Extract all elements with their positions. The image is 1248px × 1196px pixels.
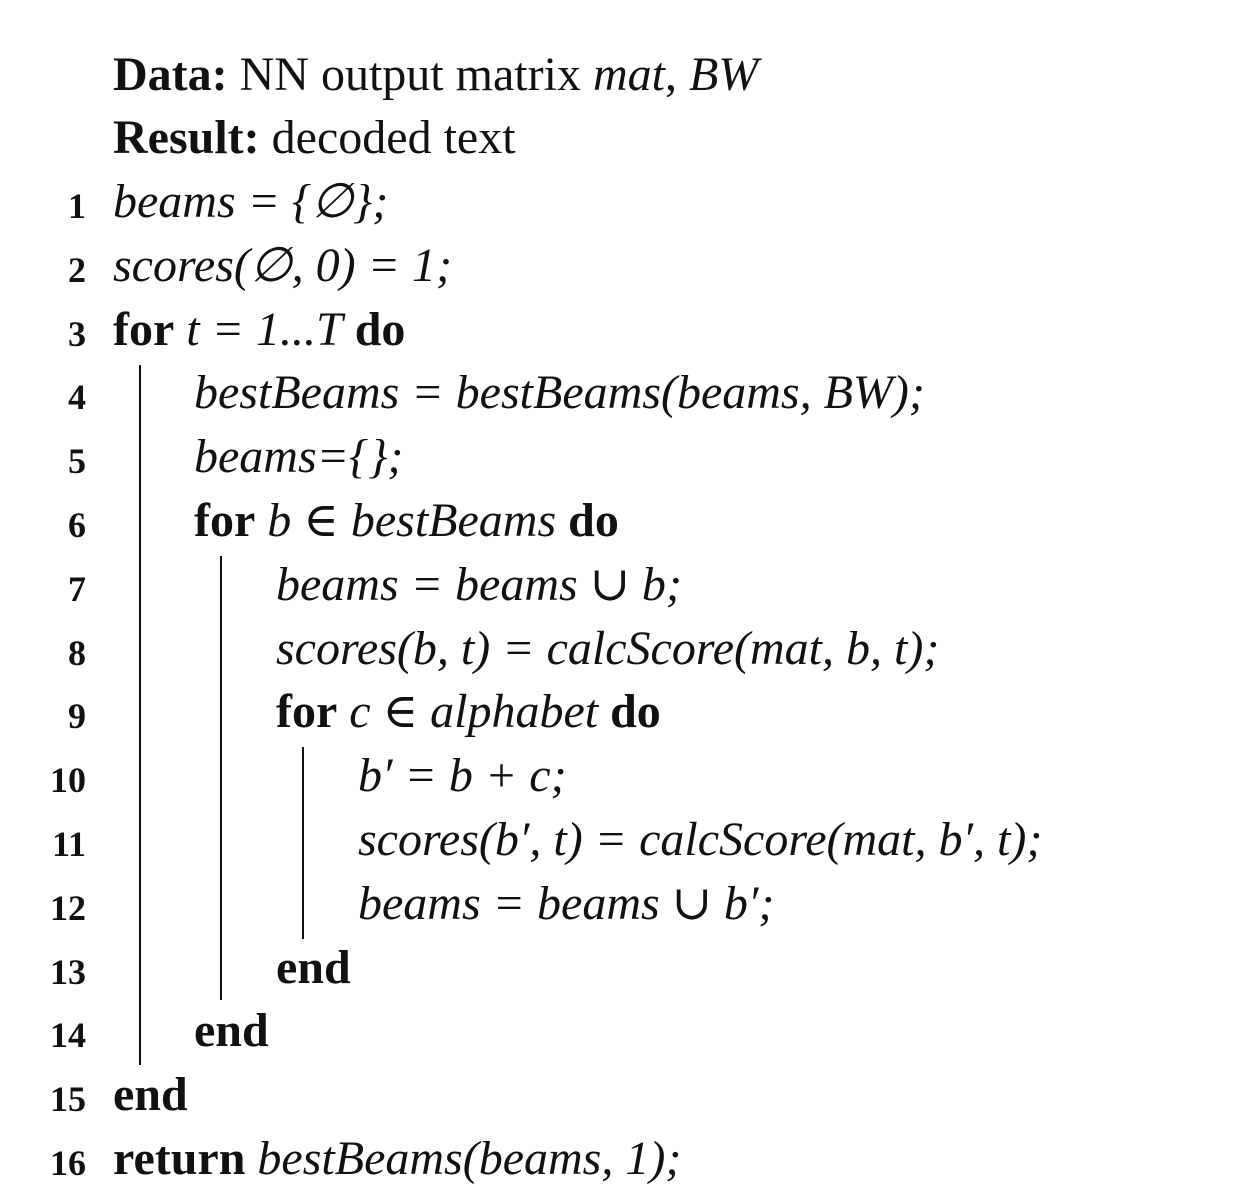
code-expression: b ∈ bestBeams [267,494,557,547]
line-number: 11 [51,824,86,864]
code-expression: beams = {∅}; [113,175,389,228]
code-line [276,938,351,998]
data-line [113,45,758,105]
line-number: 16 [50,1143,86,1183]
data-text: NN output matrix [239,48,593,101]
line-number: 10 [50,760,86,800]
code-line [113,300,405,360]
result-label: Result: [113,111,260,164]
code-expression: b′ = b + c; [358,749,567,802]
line-number: 6 [68,505,86,545]
line-number: 13 [50,952,86,992]
code-line [358,810,1042,870]
line-number: 4 [68,377,86,417]
data-var-bw: BW [688,48,759,101]
code-line [276,619,939,679]
line-number: 2 [68,250,86,290]
line-number: 7 [68,569,86,609]
code-line [276,682,661,742]
code-expression: scores(b′, t) = calcScore(mat, b′, t); [358,813,1043,866]
line-number: 9 [68,696,86,736]
code-expression: beams = beams ∪ b; [276,558,682,611]
code-expression: beams = beams ∪ b′; [358,877,775,930]
line-number: 14 [50,1015,86,1055]
code-line [194,363,925,423]
keyword: do [610,685,661,738]
keyword: for [276,685,338,738]
code-line [113,172,388,232]
keyword: end [276,941,351,994]
code-line [113,1065,188,1125]
result-line [113,108,516,168]
code-expression: bestBeams = bestBeams(beams, BW); [194,366,925,419]
code-line [194,427,403,487]
code-expression: scores(b, t) = calcScore(mat, b, t); [276,622,940,675]
keyword: end [113,1068,188,1121]
line-number: 1 [68,186,86,226]
code-expression: t = 1...T [186,303,343,356]
code-line [194,491,619,551]
keyword: end [194,1004,269,1057]
code-expression: bestBeams(beams, 1); [257,1132,682,1185]
code-line [113,236,452,296]
code-line [358,874,774,934]
keyword: for [113,303,175,356]
block-bar-middle [220,556,222,1000]
code-line [113,1129,681,1189]
block-bar-inner [302,747,304,939]
code-expression: c ∈ alphabet [349,685,599,738]
block-bar-outer [139,365,141,1065]
code-line [276,555,682,615]
line-number: 12 [50,888,86,928]
keyword: return [113,1132,246,1185]
result-text: decoded text [271,111,516,164]
keyword: do [568,494,619,547]
code-expression: scores(∅, 0) = 1; [113,239,453,292]
data-sep: , [664,48,689,101]
data-var-mat: mat [592,48,665,101]
line-number: 3 [68,314,86,354]
data-label: Data: [113,48,228,101]
keyword: do [354,303,406,356]
line-number: 5 [68,441,86,481]
code-expression: beams={}; [194,430,404,483]
code-line [358,746,567,806]
keyword: for [194,494,256,547]
line-number: 15 [50,1079,86,1119]
line-number: 8 [68,633,86,673]
code-line [194,1001,269,1061]
